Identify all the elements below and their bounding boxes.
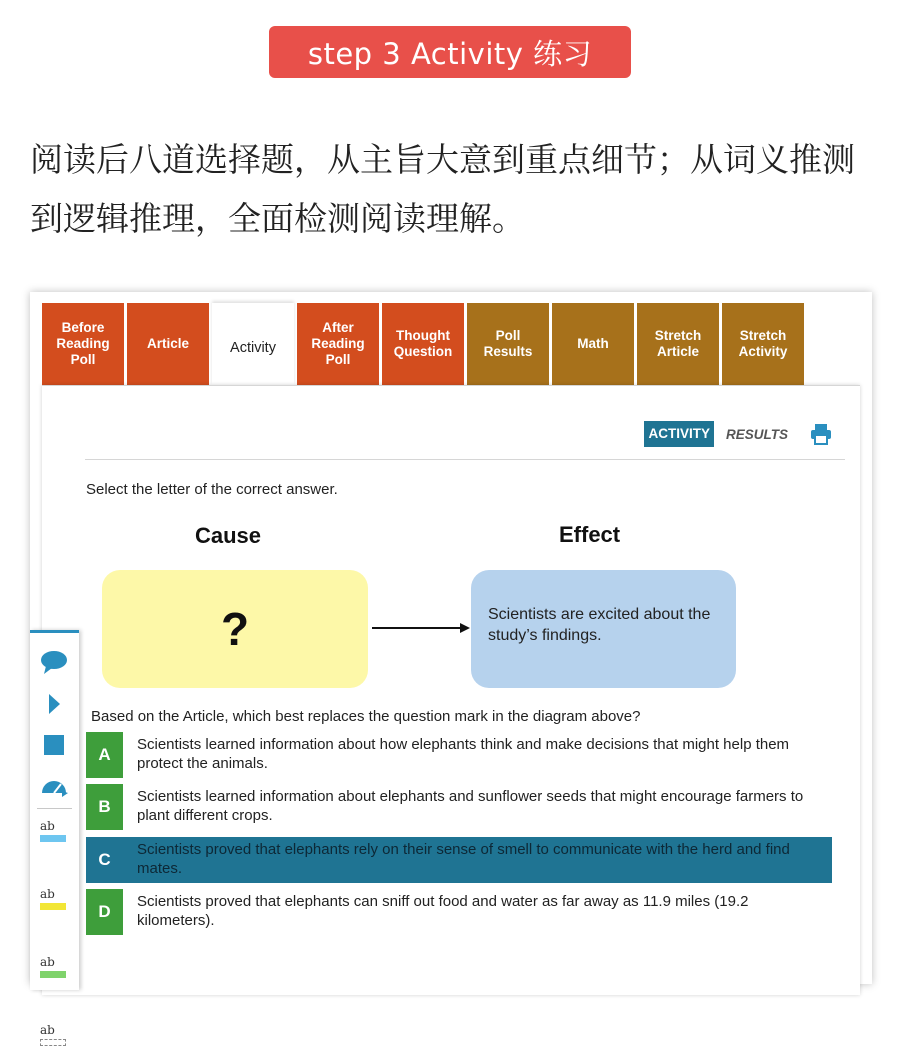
answer-option-a[interactable] <box>86 732 832 778</box>
instruction-text: Select the letter of the correct answer. <box>86 481 338 498</box>
option-letter: B <box>86 784 123 830</box>
answer-option-c[interactable] <box>86 837 832 883</box>
activity-view-button[interactable]: ACTIVITY <box>644 421 714 447</box>
play-icon[interactable] <box>40 691 68 717</box>
effect-box: Scientists are excited about the study’s findings. <box>471 570 736 688</box>
reading-toolbar <box>30 630 79 1037</box>
activity-card <box>30 292 872 1037</box>
highlighter-eraser-icon[interactable] <box>40 1023 68 1049</box>
answer-option-b[interactable] <box>86 784 832 830</box>
step-banner: step 3 Activity 练习 <box>269 26 631 78</box>
tab-stretch-article[interactable]: Stretch Article <box>637 303 719 385</box>
tab-math[interactable]: Math <box>552 303 634 385</box>
tab-activity[interactable]: Activity <box>212 303 294 385</box>
toolbar-divider <box>37 808 72 809</box>
option-text: Scientists proved that elephants can sniff out food and water as far away as 11.9 miles (19.2 kilometers). <box>137 893 749 929</box>
option-letter: D <box>86 889 123 935</box>
activity-panel <box>42 385 860 995</box>
tab-article[interactable]: Article <box>127 303 209 385</box>
option-letter: A <box>86 732 123 778</box>
view-toggle <box>644 421 832 447</box>
option-text: Scientists learned information about how elephants think and make decisions that might help them protect the animals. <box>137 736 790 772</box>
option-letter: C <box>86 837 123 883</box>
highlighter-label: ab <box>40 1023 55 1037</box>
highlighter-green-icon[interactable] <box>40 955 68 981</box>
option-text: Scientists learned information about elephants and sunflower seeds that might encourage farmers to plant different crops. <box>137 788 804 824</box>
tab-after-reading-poll[interactable]: After Reading Poll <box>297 303 379 385</box>
intro-text: 阅读后八道选择题，从主旨大意到重点细节；从词义推测到逻辑推理，全面检测阅读理解。 <box>30 140 855 238</box>
stop-icon[interactable] <box>40 732 68 758</box>
cause-heading: Cause <box>195 523 262 548</box>
effect-heading: Effect <box>559 522 621 547</box>
highlighter-label: ab <box>40 887 55 901</box>
highlight-swatch <box>40 835 66 842</box>
question-text: Based on the Article, which best replaces the question mark in the diagram above? <box>91 708 641 725</box>
tab-before-reading-poll[interactable]: Before Reading Poll <box>42 303 124 385</box>
speed-gauge-icon[interactable] <box>40 773 68 799</box>
option-text: Scientists proved that elephants rely on their sense of smell to communicate with the herd and find mates. <box>137 841 790 877</box>
tab-thought-question[interactable]: Thought Question <box>382 303 464 385</box>
printer-icon[interactable] <box>810 423 832 445</box>
cause-box: ? <box>102 570 368 688</box>
tab-stretch-activity[interactable]: Stretch Activity <box>722 303 804 385</box>
highlighter-label: ab <box>40 955 55 969</box>
highlight-swatch <box>40 1039 66 1046</box>
tab-bar <box>42 303 807 385</box>
results-view-button[interactable]: RESULTS <box>725 426 788 442</box>
speech-bubble-icon[interactable] <box>40 649 68 675</box>
highlight-swatch <box>40 971 66 978</box>
arrow-right-icon <box>372 620 472 636</box>
tab-poll-results[interactable]: Poll Results <box>467 303 549 385</box>
answer-option-d[interactable] <box>86 889 832 935</box>
highlight-swatch <box>40 903 66 910</box>
highlighter-blue-icon[interactable] <box>40 819 68 845</box>
highlighter-label: ab <box>40 819 55 833</box>
highlighter-yellow-icon[interactable] <box>40 887 68 913</box>
header-divider <box>85 459 845 460</box>
